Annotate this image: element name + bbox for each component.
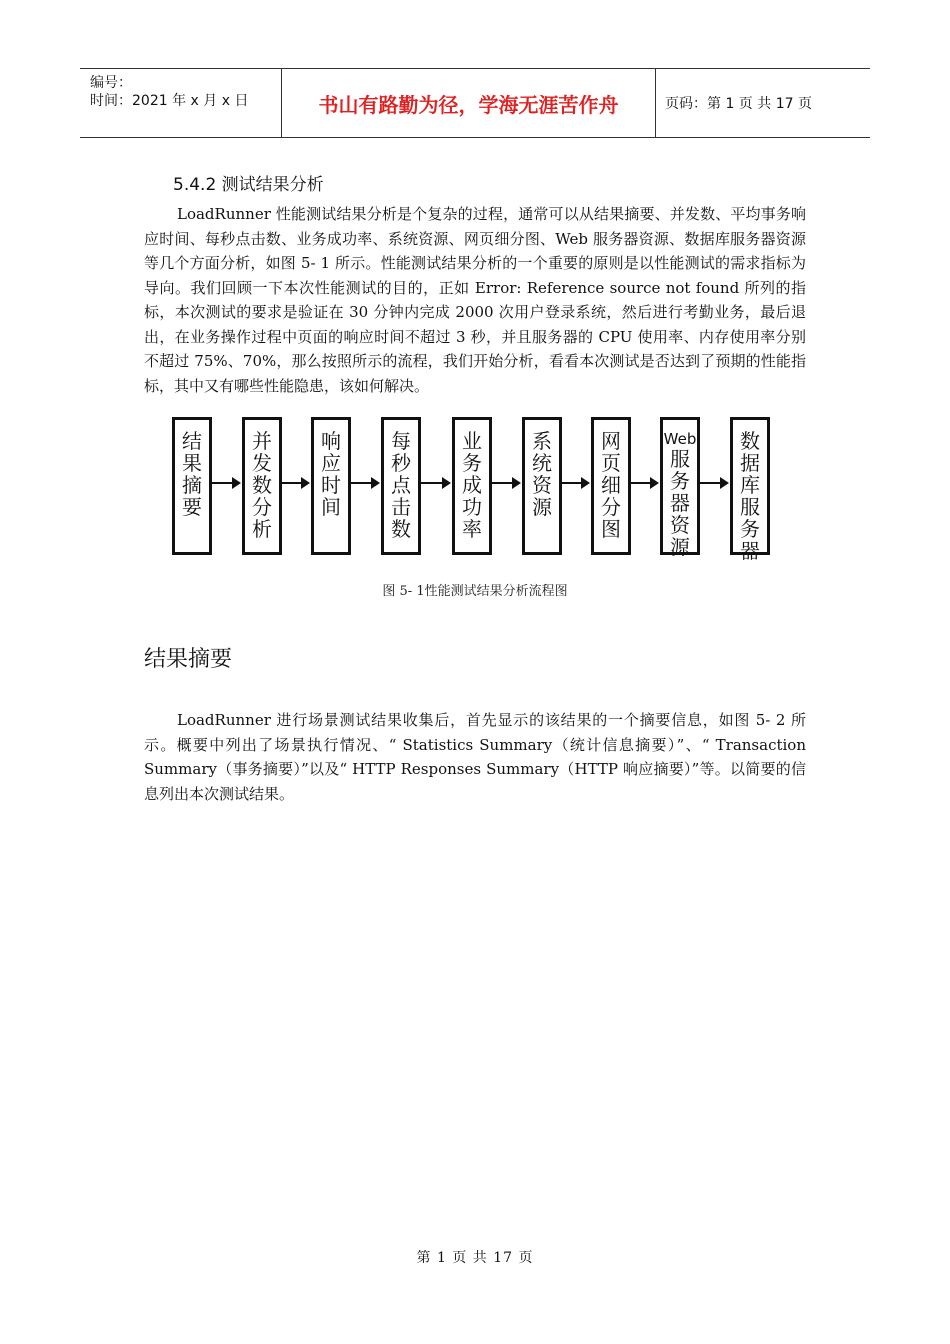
paragraph-summary	[144, 708, 806, 806]
arrow-head-icon	[232, 477, 241, 489]
flow-box-char: 细	[601, 473, 621, 497]
flow-box-char: 页	[601, 451, 621, 475]
arrow-head-icon	[650, 477, 659, 489]
flow-box-char: 分	[252, 495, 272, 519]
flow-arrow-line	[282, 482, 303, 484]
number-label: 编号：	[90, 75, 132, 91]
flow-box-char: 发	[252, 451, 272, 475]
flow-box-char: 器	[740, 539, 760, 563]
figure-caption: 图 5- 1性能测试结果分析流程图	[382, 584, 568, 599]
flow-box-char: 系	[532, 429, 552, 453]
flow-box-char: 时	[321, 473, 341, 497]
flow-box-char: 成	[462, 473, 482, 497]
flow-box-char: 响	[321, 429, 341, 453]
flow-box-char: 库	[740, 473, 760, 497]
flow-box-char: 率	[462, 517, 482, 541]
flow-box	[381, 417, 421, 555]
flow-arrow-line	[351, 482, 373, 484]
flow-box-char: 应	[321, 451, 341, 475]
flow-box-char: 源	[670, 535, 690, 559]
flow-box-char: 务	[670, 469, 690, 493]
flow-arrow-line	[631, 482, 652, 484]
flow-box-char: 数	[391, 517, 411, 541]
arrow-head-icon	[371, 477, 380, 489]
header-page-info-cell	[656, 69, 870, 137]
flow-arrow-line	[562, 482, 583, 484]
paragraph-analysis-text: LoadRunner 性能测试结果分析是个复杂的过程，通常可以从结果摘要、并发数、平均事务响应时间、每秒点击数、业务成功率、系统资源、网页细分图、Web 服务器资源、数据库服务器资源等几个方面分析，如图 5- 1 所示。性能测试结果分析的一个重要的原则是以性能测试的需求指标为导向。我们回顾一下本次性能测试的目的，正如 Error: Reference source not found 所列的指标，本次测试的要求是验证在 30 分钟内完成 2000 次用户登录系统，然后进行考勤业务，最后退出，在业务操作过程中页面的响应时间不超过 3 秒，并且服务器的 CPU 使用率、内存使用率分别不超过 75%、70%，那么按照所示的流程，我们开始分析，看看本次测试是否达到了预期的性能指标，其中又有哪些性能隐患，该如何解决。	[144, 205, 806, 395]
header-meta-cell	[80, 69, 282, 137]
header-motto: 书山有路勤为径，学海无涯苦作舟	[282, 69, 656, 137]
flow-box	[730, 417, 770, 563]
flow-box-char: 分	[601, 495, 621, 519]
flow-box-char: 结	[182, 429, 202, 453]
flow-box-char: 功	[462, 495, 482, 519]
arrow-head-icon	[720, 477, 729, 489]
flow-box-char: 服	[740, 495, 760, 519]
arrow-head-icon	[301, 477, 310, 489]
flow-arrow	[212, 477, 242, 489]
flow-box-char: 业	[462, 429, 482, 453]
flow-box-char: 析	[252, 517, 272, 541]
page-info: 页码：第 1 页 共 17 页	[665, 96, 812, 112]
flow-box	[172, 417, 212, 555]
flow-arrow-line	[492, 482, 514, 484]
flow-box	[522, 417, 562, 555]
flow-box-char: 击	[391, 495, 411, 519]
time-label: 时间：2021 年 x 月 x 日	[90, 93, 249, 109]
flow-box-prefix: Web	[663, 430, 697, 448]
flow-box-char: 果	[182, 451, 202, 475]
flow-box-char: 网	[601, 429, 621, 453]
flow-arrow-line	[700, 482, 722, 484]
flow-box-char: 并	[252, 429, 272, 453]
flow-box-char: 数	[252, 473, 272, 497]
flow-box-char: 间	[321, 495, 341, 519]
flow-arrow	[421, 477, 452, 489]
flow-box-char: 资	[532, 473, 552, 497]
flow-box-char: 务	[462, 451, 482, 475]
flow-box-char: 数	[740, 429, 760, 453]
flow-arrow	[282, 477, 311, 489]
flow-arrow-line	[212, 482, 234, 484]
flow-arrow	[631, 477, 660, 489]
flow-box-char: 摘	[182, 473, 202, 497]
flow-arrow	[492, 477, 522, 489]
flow-box-char: 统	[532, 451, 552, 475]
flow-arrow	[351, 477, 381, 489]
flow-box-char: 据	[740, 451, 760, 475]
flow-box	[452, 417, 492, 555]
flow-box-char: 每	[391, 429, 411, 453]
flow-box-char: 点	[391, 473, 411, 497]
section-title: 5.4.2 测试结果分析	[173, 175, 324, 195]
flow-box	[311, 417, 351, 555]
flow-box-char: 要	[182, 495, 202, 519]
flow-box-char: 图	[601, 517, 621, 541]
arrow-head-icon	[512, 477, 521, 489]
flow-arrow-line	[421, 482, 444, 484]
flow-arrow	[700, 477, 730, 489]
arrow-head-icon	[581, 477, 590, 489]
header-table	[80, 68, 870, 138]
paragraph-analysis	[144, 202, 806, 398]
flow-box-char: 务	[740, 517, 760, 541]
flow-box-char: 器	[670, 491, 690, 515]
arrow-head-icon	[442, 477, 451, 489]
flow-box	[242, 417, 282, 555]
flow-box	[660, 417, 700, 559]
page-footer: 第 1 页 共 17 页	[416, 1250, 534, 1266]
flow-box-char: 资	[670, 513, 690, 537]
flow-box-char: 服	[670, 447, 690, 471]
subheading-result-summary: 结果摘要	[144, 647, 233, 672]
flow-box-char: 源	[532, 495, 552, 519]
flow-box	[591, 417, 631, 555]
flow-diagram	[170, 413, 780, 561]
paragraph-summary-text: LoadRunner 进行场景测试结果收集后，首先显示的该结果的一个摘要信息，如图 5- 2 所示。概要中列出了场景执行情况、“ Statistics Summary（统计信息摘要）”、“ Transaction Summary（事务摘要）”以及“ HTTP Responses Summary（HTTP 响应摘要）”等。以简要的信息列出本次测试结果。	[144, 711, 806, 803]
flow-arrow	[562, 477, 591, 489]
flow-box-char: 秒	[391, 451, 411, 475]
